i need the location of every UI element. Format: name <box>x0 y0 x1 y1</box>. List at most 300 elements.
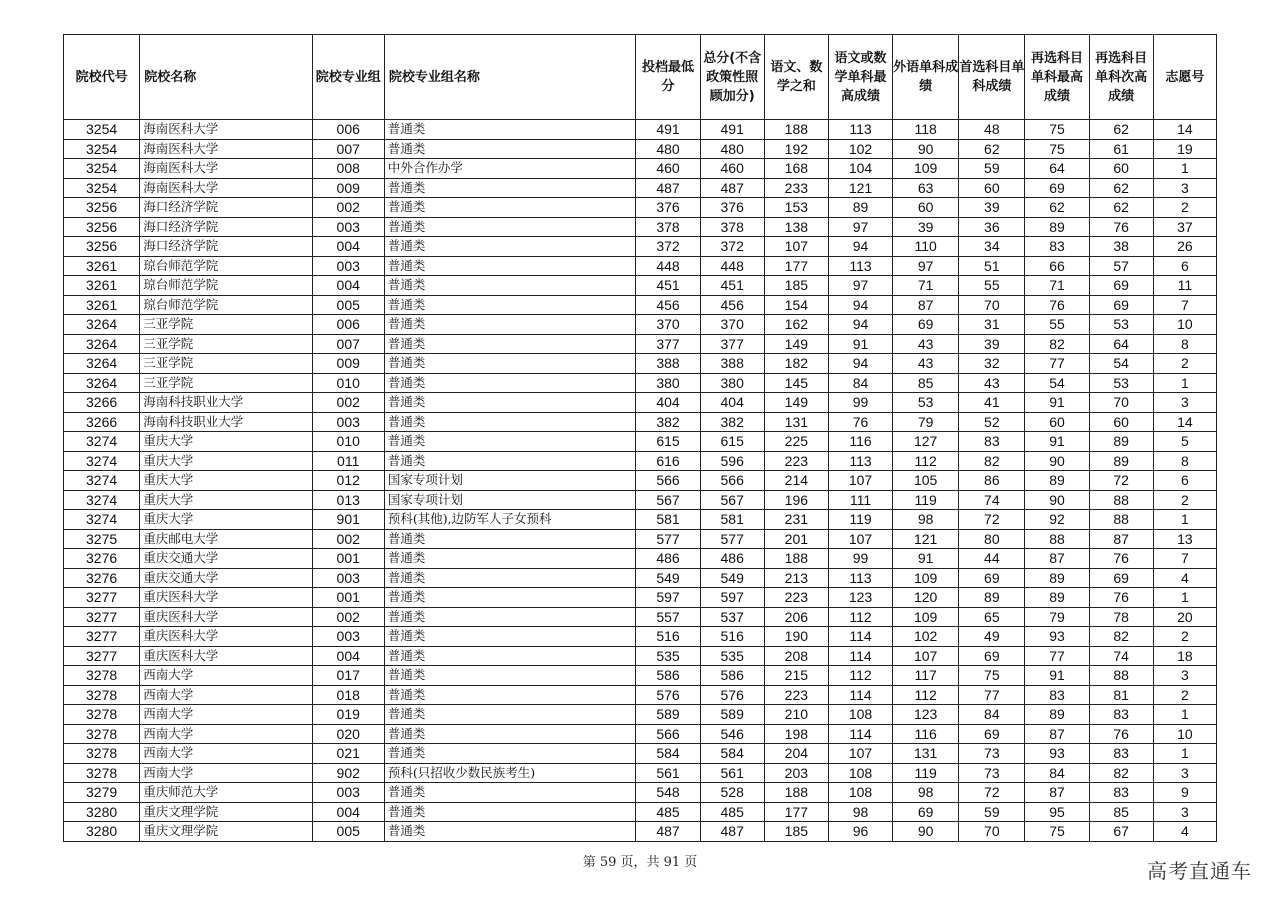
cell-foreign-language: 53 <box>893 393 959 413</box>
cell-min-score: 557 <box>636 607 700 627</box>
cell-group-code: 021 <box>312 744 384 764</box>
cell-primary-subject: 84 <box>959 705 1025 725</box>
table-row <box>64 510 1217 530</box>
cell-total-score: 480 <box>700 139 764 159</box>
cell-school-name: 重庆文理学院 <box>140 822 312 842</box>
cell-preference-no: 26 <box>1153 237 1216 257</box>
cell-elective-max: 87 <box>1025 724 1089 744</box>
cell-school-code: 3264 <box>64 354 140 374</box>
cell-primary-subject: 74 <box>959 490 1025 510</box>
cell-elective-max: 66 <box>1025 256 1089 276</box>
cell-group-name: 普通类 <box>384 412 636 432</box>
cell-preference-no: 10 <box>1153 315 1216 335</box>
cell-primary-subject: 86 <box>959 471 1025 491</box>
cell-total-score: 577 <box>700 529 764 549</box>
cell-foreign-language: 109 <box>893 607 959 627</box>
cell-elective-max: 64 <box>1025 159 1089 179</box>
cell-elective-second: 83 <box>1089 783 1153 803</box>
cell-foreign-language: 110 <box>893 237 959 257</box>
cell-chinese-or-math-max: 96 <box>828 822 892 842</box>
header-min-score: 投档最低分 <box>636 35 700 120</box>
cell-foreign-language: 79 <box>893 412 959 432</box>
table-row <box>64 178 1217 198</box>
cell-group-name: 普通类 <box>384 354 636 374</box>
cell-min-score: 480 <box>636 139 700 159</box>
cell-school-name: 重庆大学 <box>140 451 312 471</box>
cell-preference-no: 1 <box>1153 588 1216 608</box>
cell-group-code: 010 <box>312 373 384 393</box>
cell-chinese-math-sum: 154 <box>764 295 828 315</box>
cell-foreign-language: 102 <box>893 627 959 647</box>
cell-preference-no: 2 <box>1153 354 1216 374</box>
cell-foreign-language: 127 <box>893 432 959 452</box>
cell-total-score: 581 <box>700 510 764 530</box>
cell-elective-second: 64 <box>1089 334 1153 354</box>
cell-elective-max: 82 <box>1025 334 1089 354</box>
cell-chinese-math-sum: 185 <box>764 276 828 296</box>
cell-chinese-math-sum: 214 <box>764 471 828 491</box>
cell-chinese-math-sum: 233 <box>764 178 828 198</box>
cell-group-name: 普通类 <box>384 373 636 393</box>
header-total-score: 总分(不含政策性照顾加分) <box>700 35 764 120</box>
cell-primary-subject: 41 <box>959 393 1025 413</box>
cell-total-score: 456 <box>700 295 764 315</box>
cell-chinese-or-math-max: 113 <box>828 120 892 140</box>
cell-elective-second: 76 <box>1089 549 1153 569</box>
header-group-name: 院校专业组名称 <box>384 35 636 120</box>
cell-min-score: 616 <box>636 451 700 471</box>
cell-group-code: 013 <box>312 490 384 510</box>
cell-chinese-math-sum: 168 <box>764 159 828 179</box>
cell-group-name: 普通类 <box>384 705 636 725</box>
cell-school-code: 3261 <box>64 295 140 315</box>
cell-foreign-language: 121 <box>893 529 959 549</box>
cell-primary-subject: 43 <box>959 373 1025 393</box>
cell-preference-no: 3 <box>1153 802 1216 822</box>
cell-school-code: 3266 <box>64 412 140 432</box>
cell-school-name: 海口经济学院 <box>140 237 312 257</box>
cell-group-name: 普通类 <box>384 588 636 608</box>
cell-group-name: 普通类 <box>384 549 636 569</box>
cell-elective-second: 89 <box>1089 432 1153 452</box>
table-row <box>64 256 1217 276</box>
cell-group-code: 004 <box>312 276 384 296</box>
cell-min-score: 577 <box>636 529 700 549</box>
cell-min-score: 615 <box>636 432 700 452</box>
cell-school-name: 重庆文理学院 <box>140 802 312 822</box>
header-elective-second: 再选科目单科次高成绩 <box>1089 35 1153 120</box>
table-row <box>64 315 1217 335</box>
cell-primary-subject: 65 <box>959 607 1025 627</box>
cell-foreign-language: 39 <box>893 217 959 237</box>
cell-group-code: 019 <box>312 705 384 725</box>
cell-elective-second: 82 <box>1089 627 1153 647</box>
cell-group-code: 011 <box>312 451 384 471</box>
cell-elective-second: 69 <box>1089 276 1153 296</box>
cell-total-score: 485 <box>700 802 764 822</box>
cell-group-name: 普通类 <box>384 685 636 705</box>
cell-chinese-or-math-max: 112 <box>828 607 892 627</box>
cell-elective-max: 93 <box>1025 627 1089 647</box>
cell-chinese-math-sum: 204 <box>764 744 828 764</box>
cell-preference-no: 3 <box>1153 178 1216 198</box>
cell-foreign-language: 98 <box>893 783 959 803</box>
cell-group-code: 902 <box>312 763 384 783</box>
cell-elective-max: 95 <box>1025 802 1089 822</box>
cell-school-name: 西南大学 <box>140 666 312 686</box>
cell-school-code: 3279 <box>64 783 140 803</box>
cell-group-code: 002 <box>312 393 384 413</box>
cell-total-score: 448 <box>700 256 764 276</box>
cell-elective-max: 92 <box>1025 510 1089 530</box>
cell-school-name: 西南大学 <box>140 763 312 783</box>
cell-elective-max: 89 <box>1025 217 1089 237</box>
cell-primary-subject: 70 <box>959 295 1025 315</box>
cell-preference-no: 9 <box>1153 783 1216 803</box>
cell-school-code: 3264 <box>64 334 140 354</box>
cell-chinese-math-sum: 223 <box>764 685 828 705</box>
cell-chinese-or-math-max: 114 <box>828 646 892 666</box>
cell-foreign-language: 123 <box>893 705 959 725</box>
cell-chinese-or-math-max: 107 <box>828 529 892 549</box>
cell-min-score: 567 <box>636 490 700 510</box>
page-footer: 第 59 页，共 91 页 <box>582 855 698 870</box>
cell-elective-max: 93 <box>1025 744 1089 764</box>
cell-school-name: 琼台师范学院 <box>140 295 312 315</box>
cell-chinese-or-math-max: 98 <box>828 802 892 822</box>
cell-school-code: 3278 <box>64 724 140 744</box>
cell-chinese-or-math-max: 102 <box>828 139 892 159</box>
cell-foreign-language: 43 <box>893 334 959 354</box>
header-group-code: 院校专业组 <box>312 35 384 120</box>
cell-primary-subject: 75 <box>959 666 1025 686</box>
cell-primary-subject: 59 <box>959 159 1025 179</box>
cell-primary-subject: 31 <box>959 315 1025 335</box>
cell-school-name: 重庆交通大学 <box>140 549 312 569</box>
cell-group-name: 普通类 <box>384 568 636 588</box>
cell-group-code: 003 <box>312 783 384 803</box>
cell-preference-no: 18 <box>1153 646 1216 666</box>
cell-elective-max: 84 <box>1025 763 1089 783</box>
cell-group-code: 003 <box>312 568 384 588</box>
cell-chinese-math-sum: 149 <box>764 393 828 413</box>
cell-foreign-language: 119 <box>893 490 959 510</box>
cell-elective-max: 71 <box>1025 276 1089 296</box>
table-row <box>64 802 1217 822</box>
cell-min-score: 584 <box>636 744 700 764</box>
cell-elective-max: 54 <box>1025 373 1089 393</box>
cell-group-name: 普通类 <box>384 646 636 666</box>
cell-elective-second: 38 <box>1089 237 1153 257</box>
cell-total-score: 404 <box>700 393 764 413</box>
cell-min-score: 581 <box>636 510 700 530</box>
cell-chinese-or-math-max: 112 <box>828 666 892 686</box>
cell-min-score: 378 <box>636 217 700 237</box>
cell-primary-subject: 69 <box>959 646 1025 666</box>
table-row <box>64 354 1217 374</box>
watermark: 高考直通车 <box>1147 859 1252 883</box>
cell-chinese-math-sum: 185 <box>764 822 828 842</box>
cell-school-code: 3276 <box>64 549 140 569</box>
cell-total-score: 528 <box>700 783 764 803</box>
cell-primary-subject: 73 <box>959 744 1025 764</box>
cell-school-code: 3274 <box>64 510 140 530</box>
cell-chinese-math-sum: 177 <box>764 802 828 822</box>
cell-total-score: 566 <box>700 471 764 491</box>
cell-chinese-or-math-max: 99 <box>828 393 892 413</box>
cell-group-code: 004 <box>312 646 384 666</box>
cell-group-code: 003 <box>312 412 384 432</box>
cell-preference-no: 6 <box>1153 256 1216 276</box>
cell-elective-max: 89 <box>1025 471 1089 491</box>
cell-school-name: 海南医科大学 <box>140 178 312 198</box>
cell-elective-second: 67 <box>1089 822 1153 842</box>
cell-school-code: 3274 <box>64 490 140 510</box>
cell-foreign-language: 91 <box>893 549 959 569</box>
cell-primary-subject: 69 <box>959 724 1025 744</box>
cell-primary-subject: 72 <box>959 783 1025 803</box>
cell-chinese-math-sum: 198 <box>764 724 828 744</box>
table-row <box>64 763 1217 783</box>
cell-group-name: 普通类 <box>384 783 636 803</box>
cell-chinese-or-math-max: 89 <box>828 198 892 218</box>
cell-primary-subject: 51 <box>959 256 1025 276</box>
cell-group-name: 国家专项计划 <box>384 490 636 510</box>
table-row <box>64 373 1217 393</box>
cell-chinese-math-sum: 188 <box>764 120 828 140</box>
cell-primary-subject: 72 <box>959 510 1025 530</box>
cell-school-name: 海南科技职业大学 <box>140 393 312 413</box>
cell-total-score: 546 <box>700 724 764 744</box>
cell-school-name: 三亚学院 <box>140 354 312 374</box>
cell-preference-no: 8 <box>1153 334 1216 354</box>
cell-chinese-math-sum: 182 <box>764 354 828 374</box>
cell-min-score: 380 <box>636 373 700 393</box>
cell-group-code: 001 <box>312 549 384 569</box>
cell-chinese-or-math-max: 97 <box>828 276 892 296</box>
cell-total-score: 516 <box>700 627 764 647</box>
cell-school-code: 3256 <box>64 198 140 218</box>
cell-school-name: 琼台师范学院 <box>140 276 312 296</box>
cell-school-name: 西南大学 <box>140 705 312 725</box>
cell-school-code: 3254 <box>64 139 140 159</box>
cell-school-code: 3278 <box>64 705 140 725</box>
cell-school-name: 重庆大学 <box>140 490 312 510</box>
cell-preference-no: 3 <box>1153 393 1216 413</box>
cell-elective-second: 74 <box>1089 646 1153 666</box>
cell-preference-no: 8 <box>1153 451 1216 471</box>
cell-elective-second: 57 <box>1089 256 1153 276</box>
cell-min-score: 376 <box>636 198 700 218</box>
cell-school-name: 海南医科大学 <box>140 139 312 159</box>
cell-school-code: 3276 <box>64 568 140 588</box>
cell-group-name: 普通类 <box>384 802 636 822</box>
cell-elective-second: 69 <box>1089 568 1153 588</box>
cell-foreign-language: 117 <box>893 666 959 686</box>
cell-school-name: 重庆邮电大学 <box>140 529 312 549</box>
cell-preference-no: 1 <box>1153 159 1216 179</box>
cell-primary-subject: 82 <box>959 451 1025 471</box>
cell-preference-no: 2 <box>1153 627 1216 647</box>
table-row <box>64 588 1217 608</box>
cell-elective-max: 91 <box>1025 666 1089 686</box>
cell-foreign-language: 112 <box>893 685 959 705</box>
cell-chinese-or-math-max: 108 <box>828 763 892 783</box>
cell-group-code: 001 <box>312 588 384 608</box>
cell-min-score: 370 <box>636 315 700 335</box>
cell-elective-second: 62 <box>1089 120 1153 140</box>
cell-foreign-language: 69 <box>893 315 959 335</box>
cell-school-code: 3264 <box>64 373 140 393</box>
cell-foreign-language: 109 <box>893 159 959 179</box>
cell-min-score: 566 <box>636 471 700 491</box>
cell-group-name: 普通类 <box>384 198 636 218</box>
cell-group-name: 普通类 <box>384 315 636 335</box>
cell-chinese-or-math-max: 108 <box>828 705 892 725</box>
cell-chinese-math-sum: 107 <box>764 237 828 257</box>
cell-min-score: 566 <box>636 724 700 744</box>
cell-group-code: 006 <box>312 315 384 335</box>
cell-school-code: 3254 <box>64 178 140 198</box>
cell-preference-no: 14 <box>1153 412 1216 432</box>
cell-chinese-math-sum: 223 <box>764 588 828 608</box>
cell-total-score: 487 <box>700 822 764 842</box>
cell-chinese-or-math-max: 94 <box>828 315 892 335</box>
table-row <box>64 568 1217 588</box>
cell-elective-max: 90 <box>1025 451 1089 471</box>
cell-school-name: 重庆医科大学 <box>140 588 312 608</box>
table-row <box>64 471 1217 491</box>
cell-chinese-or-math-max: 113 <box>828 451 892 471</box>
cell-total-score: 615 <box>700 432 764 452</box>
cell-chinese-or-math-max: 94 <box>828 237 892 257</box>
cell-school-name: 三亚学院 <box>140 373 312 393</box>
cell-foreign-language: 105 <box>893 471 959 491</box>
cell-elective-second: 76 <box>1089 588 1153 608</box>
cell-group-code: 009 <box>312 178 384 198</box>
cell-preference-no: 19 <box>1153 139 1216 159</box>
cell-min-score: 372 <box>636 237 700 257</box>
cell-elective-max: 75 <box>1025 120 1089 140</box>
cell-elective-second: 83 <box>1089 705 1153 725</box>
table-row <box>64 295 1217 315</box>
cell-preference-no: 2 <box>1153 490 1216 510</box>
table-row <box>64 432 1217 452</box>
cell-group-code: 009 <box>312 354 384 374</box>
cell-group-code: 017 <box>312 666 384 686</box>
cell-chinese-or-math-max: 119 <box>828 510 892 530</box>
cell-group-code: 005 <box>312 295 384 315</box>
cell-min-score: 487 <box>636 178 700 198</box>
cell-chinese-or-math-max: 107 <box>828 471 892 491</box>
cell-primary-subject: 80 <box>959 529 1025 549</box>
cell-total-score: 377 <box>700 334 764 354</box>
cell-primary-subject: 39 <box>959 334 1025 354</box>
cell-elective-second: 70 <box>1089 393 1153 413</box>
cell-school-code: 3277 <box>64 646 140 666</box>
table-row <box>64 393 1217 413</box>
cell-primary-subject: 70 <box>959 822 1025 842</box>
cell-total-score: 567 <box>700 490 764 510</box>
cell-chinese-math-sum: 177 <box>764 256 828 276</box>
cell-total-score: 491 <box>700 120 764 140</box>
cell-elective-second: 88 <box>1089 490 1153 510</box>
cell-group-code: 002 <box>312 529 384 549</box>
cell-school-name: 海南医科大学 <box>140 159 312 179</box>
header-school-name: 院校名称 <box>140 35 312 120</box>
header-foreign-language: 外语单科成绩 <box>893 35 959 120</box>
cell-preference-no: 4 <box>1153 568 1216 588</box>
cell-chinese-math-sum: 210 <box>764 705 828 725</box>
cell-total-score: 549 <box>700 568 764 588</box>
cell-school-name: 重庆交通大学 <box>140 568 312 588</box>
cell-total-score: 376 <box>700 198 764 218</box>
cell-school-code: 3261 <box>64 276 140 296</box>
cell-preference-no: 3 <box>1153 666 1216 686</box>
cell-elective-second: 88 <box>1089 666 1153 686</box>
cell-total-score: 576 <box>700 685 764 705</box>
cell-school-code: 3274 <box>64 471 140 491</box>
cell-group-code: 003 <box>312 256 384 276</box>
cell-school-name: 三亚学院 <box>140 334 312 354</box>
table-row <box>64 705 1217 725</box>
table-row <box>64 627 1217 647</box>
cell-elective-max: 79 <box>1025 607 1089 627</box>
cell-chinese-math-sum: 203 <box>764 763 828 783</box>
cell-foreign-language: 109 <box>893 568 959 588</box>
cell-chinese-math-sum: 223 <box>764 451 828 471</box>
table-row <box>64 666 1217 686</box>
cell-group-code: 010 <box>312 432 384 452</box>
cell-primary-subject: 34 <box>959 237 1025 257</box>
cell-group-code: 004 <box>312 237 384 257</box>
cell-school-name: 重庆大学 <box>140 510 312 530</box>
cell-total-score: 596 <box>700 451 764 471</box>
table-row <box>64 783 1217 803</box>
cell-foreign-language: 98 <box>893 510 959 530</box>
cell-group-code: 003 <box>312 627 384 647</box>
cell-min-score: 487 <box>636 822 700 842</box>
cell-chinese-math-sum: 213 <box>764 568 828 588</box>
cell-elective-second: 60 <box>1089 159 1153 179</box>
cell-total-score: 584 <box>700 744 764 764</box>
cell-chinese-or-math-max: 94 <box>828 354 892 374</box>
cell-preference-no: 3 <box>1153 763 1216 783</box>
cell-foreign-language: 87 <box>893 295 959 315</box>
cell-preference-no: 2 <box>1153 685 1216 705</box>
cell-group-name: 普通类 <box>384 451 636 471</box>
cell-group-name: 普通类 <box>384 822 636 842</box>
cell-primary-subject: 48 <box>959 120 1025 140</box>
cell-school-name: 海南科技职业大学 <box>140 412 312 432</box>
cell-total-score: 537 <box>700 607 764 627</box>
cell-school-name: 海口经济学院 <box>140 198 312 218</box>
cell-elective-second: 88 <box>1089 510 1153 530</box>
cell-elective-max: 83 <box>1025 237 1089 257</box>
cell-elective-max: 87 <box>1025 783 1089 803</box>
cell-elective-max: 88 <box>1025 529 1089 549</box>
cell-elective-second: 81 <box>1089 685 1153 705</box>
cell-min-score: 456 <box>636 295 700 315</box>
cell-chinese-or-math-max: 113 <box>828 568 892 588</box>
cell-total-score: 378 <box>700 217 764 237</box>
cell-min-score: 388 <box>636 354 700 374</box>
cell-elective-max: 83 <box>1025 685 1089 705</box>
header-primary-subject: 首选科目单科成绩 <box>959 35 1025 120</box>
cell-chinese-math-sum: 208 <box>764 646 828 666</box>
header-school-code: 院校代号 <box>64 35 140 120</box>
cell-total-score: 561 <box>700 763 764 783</box>
